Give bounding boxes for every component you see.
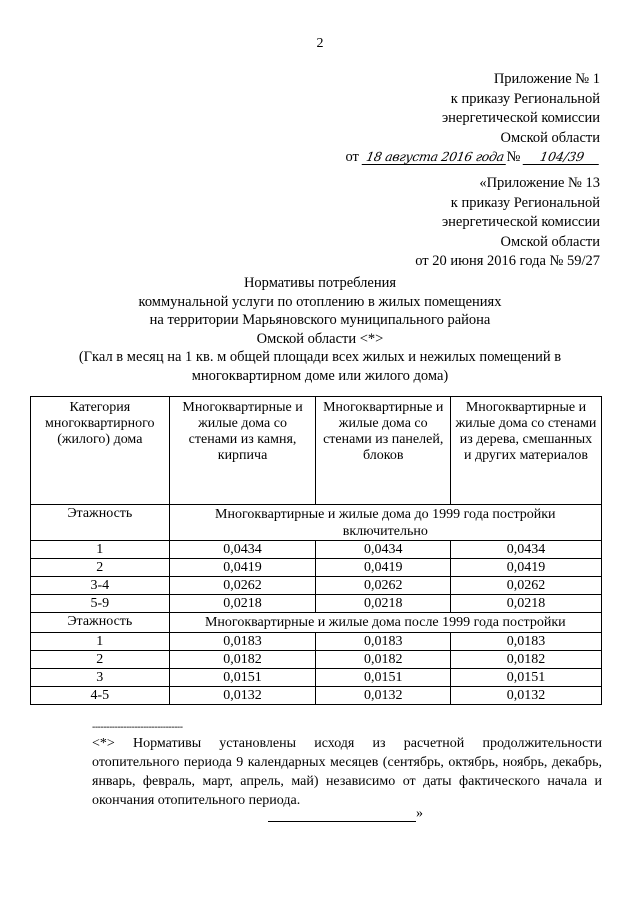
section-title: Многоквартирные и жилые дома после 1999 года постройки xyxy=(169,613,601,633)
section-row-after-1999 xyxy=(31,613,602,633)
value-cell: 0,0218 xyxy=(169,595,316,613)
appendix-1-line-4: Омской области xyxy=(500,129,600,146)
units-line-2: многоквартирном доме или жилого дома) xyxy=(191,367,449,384)
page-number: 2 xyxy=(316,36,324,51)
table-row xyxy=(31,559,602,577)
units-line-1: (Гкал в месяц на 1 кв. м общей площади всех жилых и нежилых помещений в xyxy=(78,349,562,365)
table-row xyxy=(31,577,602,595)
table-row xyxy=(31,669,602,687)
document-title xyxy=(40,274,600,385)
value-cell: 0,0419 xyxy=(169,559,316,577)
header-category: Категория многоквартирного (жилого) дома xyxy=(31,397,170,505)
value-cell: 0,0151 xyxy=(316,669,450,687)
value-cell: 0,0182 xyxy=(450,651,601,669)
table-row xyxy=(31,687,602,705)
appendix-1-header xyxy=(270,70,600,168)
title-line-3: на территории Марьяновского муниципального района xyxy=(149,312,491,328)
floors-cell: 2 xyxy=(31,651,170,669)
appendix-1-line-2: к приказу Региональной xyxy=(450,90,600,107)
value-cell: 0,0132 xyxy=(169,687,316,705)
header-stone-brick: Многоквартирные и жилые дома со стенами из камня, кирпича xyxy=(169,397,316,505)
table-row xyxy=(31,595,602,613)
table-row xyxy=(31,541,602,559)
footnote-separator: -------------------------------- xyxy=(92,722,183,733)
title-line-1: Нормативы потребления xyxy=(243,275,397,291)
order-date-line xyxy=(346,148,601,168)
value-cell: 0,0419 xyxy=(316,559,450,577)
closing-underline xyxy=(268,807,416,822)
floors-cell: 5-9 xyxy=(31,595,170,613)
floors-cell: 1 xyxy=(31,633,170,651)
value-cell: 0,0434 xyxy=(169,541,316,559)
value-cell: 0,0218 xyxy=(450,595,601,613)
title-line-2: коммунальной услуги по отоплению в жилых помещениях xyxy=(138,293,502,310)
footnote-text: <*> Нормативы установлены исходя из расчетной продолжительности отопительного периода 9 календарных месяцев (сентябрь, октябрь, ноябрь, декабрь, январь, февраль, март, апрель, май) независимо от даты фактического начала и окончания отопительного периода. xyxy=(92,736,602,808)
value-cell: 0,0151 xyxy=(169,669,316,687)
norms-table xyxy=(30,396,602,705)
value-cell: 0,0262 xyxy=(169,577,316,595)
handwritten-order-date: 18 августа 2016 года xyxy=(361,150,508,165)
floors-cell: 4-5 xyxy=(31,687,170,705)
value-cell: 0,0419 xyxy=(450,559,601,577)
appendix-1-line-3: энергетической комиссии xyxy=(441,110,600,126)
value-cell: 0,0132 xyxy=(316,687,450,705)
title-line-4: Омской области <*> xyxy=(256,330,384,347)
header-wood-mixed: Многоквартирные и жилые дома со стенами из дерева, смешанных и других материалов xyxy=(450,397,601,505)
order-number-sign: № xyxy=(506,149,521,165)
section-label: Этажность xyxy=(31,613,170,633)
appendix-13-line-3: энергетической комиссии xyxy=(441,214,600,230)
floors-cell: 3-4 xyxy=(31,577,170,595)
table-header-row xyxy=(31,397,602,505)
appendix-13-title: «Приложение № 13 xyxy=(479,175,600,191)
section-label: Этажность xyxy=(31,505,170,541)
value-cell: 0,0151 xyxy=(450,669,601,687)
appendix-13-line-5: от 20 июня 2016 года № 59/27 xyxy=(415,253,600,269)
value-cell: 0,0434 xyxy=(316,541,450,559)
section-row-before-1999 xyxy=(31,505,602,541)
value-cell: 0,0182 xyxy=(169,651,316,669)
handwritten-order-number: 104/39 xyxy=(523,150,602,165)
value-cell: 0,0182 xyxy=(316,651,450,669)
closing-quote: » xyxy=(416,806,423,821)
value-cell: 0,0262 xyxy=(450,577,601,595)
value-cell: 0,0262 xyxy=(316,577,450,595)
section-title: Многоквартирные и жилые дома до 1999 года постройки включительно xyxy=(169,505,601,541)
floors-cell: 3 xyxy=(31,669,170,687)
floors-cell: 2 xyxy=(31,559,170,577)
value-cell: 0,0132 xyxy=(450,687,601,705)
order-prefix: от xyxy=(345,149,359,165)
floors-cell: 1 xyxy=(31,541,170,559)
appendix-13-line-2: к приказу Региональной xyxy=(450,194,600,211)
table-row xyxy=(31,651,602,669)
value-cell: 0,0434 xyxy=(450,541,601,559)
header-panels-blocks: Многоквартирные и жилые дома со стенами из панелей, блоков xyxy=(316,397,450,505)
appendix-13-line-4: Омской области xyxy=(500,233,600,250)
table-row xyxy=(31,633,602,651)
value-cell: 0,0183 xyxy=(450,633,601,651)
appendix-1-title: Приложение № 1 xyxy=(493,71,600,87)
appendix-13-header xyxy=(270,174,600,272)
closing-mark-line xyxy=(268,806,428,822)
value-cell: 0,0183 xyxy=(316,633,450,651)
value-cell: 0,0218 xyxy=(316,595,450,613)
value-cell: 0,0183 xyxy=(169,633,316,651)
